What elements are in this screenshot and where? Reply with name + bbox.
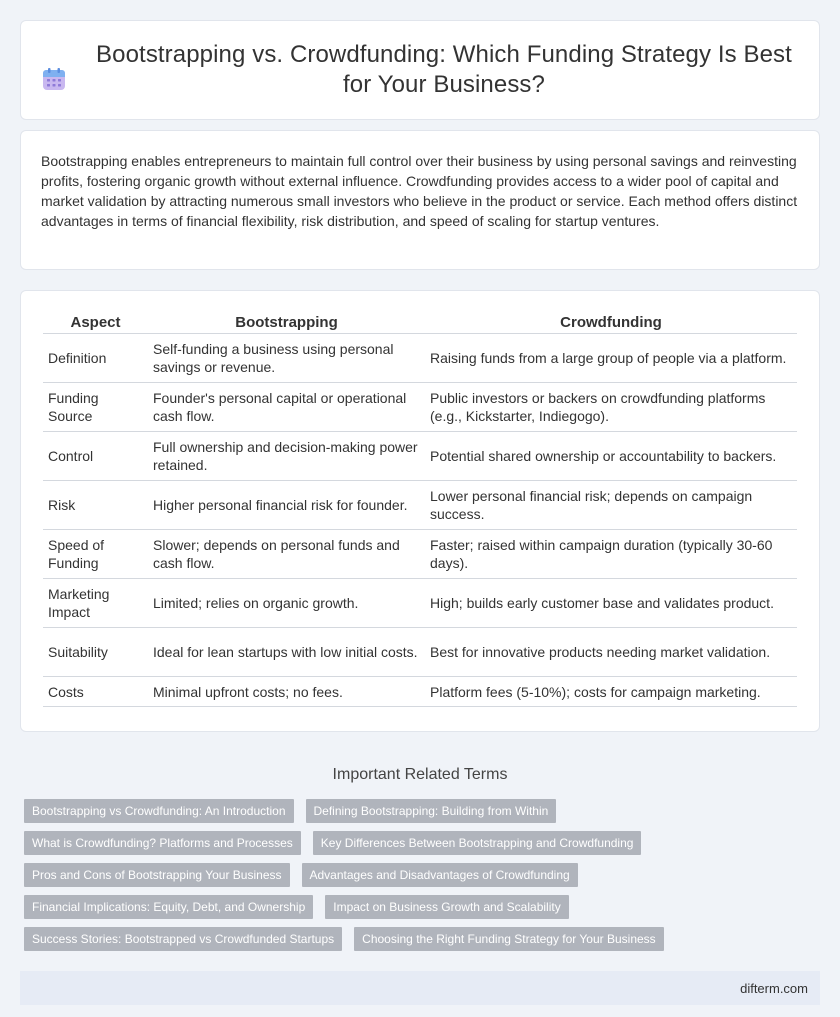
- cell-crowdfunding: Best for innovative products needing market validation.: [425, 628, 797, 677]
- cell-bootstrapping: Ideal for lean startups with low initial costs.: [148, 628, 425, 677]
- calendar-icon: [41, 66, 67, 92]
- cell-aspect: Suitability: [43, 628, 148, 677]
- header-aspect: Aspect: [43, 308, 148, 334]
- table-row: [43, 481, 797, 530]
- cell-aspect: Control: [43, 432, 148, 481]
- cell-bootstrapping: Founder's personal capital or operational cash flow.: [148, 383, 425, 432]
- header-bootstrapping: Bootstrapping: [148, 308, 425, 334]
- related-term-link[interactable]: Financial Implications: Equity, Debt, and Ownership: [24, 895, 313, 919]
- cell-aspect: Speed of Funding: [43, 530, 148, 579]
- cell-crowdfunding: Public investors or backers on crowdfunding platforms (e.g., Kickstarter, Indiegogo).: [425, 383, 797, 432]
- comparison-table-card: [20, 290, 820, 732]
- header-crowdfunding: Crowdfunding: [425, 308, 797, 334]
- cell-bootstrapping: Limited; relies on organic growth.: [148, 579, 425, 628]
- related-term-link[interactable]: Advantages and Disadvantages of Crowdfunding: [302, 863, 578, 887]
- related-term-link[interactable]: Key Differences Between Bootstrapping and Crowdfunding: [313, 831, 642, 855]
- cell-bootstrapping: Higher personal financial risk for founder.: [148, 481, 425, 530]
- cell-crowdfunding: Faster; raised within campaign duration (typically 30-60 days).: [425, 530, 797, 579]
- cell-aspect: Funding Source: [43, 383, 148, 432]
- related-terms-list: [20, 799, 820, 959]
- intro-card: [20, 130, 820, 270]
- table-row: [43, 677, 797, 707]
- related-term-link[interactable]: Bootstrapping vs Crowdfunding: An Introduction: [24, 799, 294, 823]
- cell-aspect: Risk: [43, 481, 148, 530]
- cell-bootstrapping: Self-funding a business using personal savings or revenue.: [148, 334, 425, 383]
- table-row: [43, 334, 797, 383]
- intro-text: Bootstrapping enables entrepreneurs to maintain full control over their business by using personal savings and reinvesting profits, fostering organic growth without external influence. Crowdfunding provides access to a wider pool of capital and market validation by attracting numerous small investors who believe in the product or service. Each method offers distinct advantages in terms of financial flexibility, risk distribution, and speed of scaling for startup ventures.: [41, 153, 798, 229]
- cell-bootstrapping: Slower; depends on personal funds and cash flow.: [148, 530, 425, 579]
- cell-crowdfunding: High; builds early customer base and validates product.: [425, 579, 797, 628]
- related-terms-title: Important Related Terms: [332, 766, 508, 783]
- table-row: [43, 530, 797, 579]
- footer: [20, 971, 820, 1005]
- cell-aspect: Costs: [43, 677, 148, 707]
- table-row: [43, 383, 797, 432]
- cell-crowdfunding: Platform fees (5-10%); costs for campaign marketing.: [425, 677, 797, 707]
- related-term-link[interactable]: Pros and Cons of Bootstrapping Your Business: [24, 863, 290, 887]
- table-row: [43, 432, 797, 481]
- comparison-table: [43, 308, 797, 707]
- table-row: [43, 579, 797, 628]
- related-term-link[interactable]: Choosing the Right Funding Strategy for Your Business: [354, 927, 664, 951]
- cell-aspect: Marketing Impact: [43, 579, 148, 628]
- cell-crowdfunding: Lower personal financial risk; depends on campaign success.: [425, 481, 797, 530]
- related-term-link[interactable]: What is Crowdfunding? Platforms and Processes: [24, 831, 301, 855]
- cell-bootstrapping: Full ownership and decision-making power retained.: [148, 432, 425, 481]
- cell-bootstrapping: Minimal upfront costs; no fees.: [148, 677, 425, 707]
- table-row: [43, 628, 797, 677]
- page-title: Bootstrapping vs. Crowdfunding: Which Funding Strategy Is Best for Your Business?: [96, 41, 792, 98]
- cell-crowdfunding: Potential shared ownership or accountability to backers.: [425, 432, 797, 481]
- footer-site-link[interactable]: difterm.com: [740, 980, 808, 996]
- related-term-link[interactable]: Success Stories: Bootstrapped vs Crowdfunded Startups: [24, 927, 342, 951]
- header-card: [20, 20, 820, 120]
- cell-crowdfunding: Raising funds from a large group of people via a platform.: [425, 334, 797, 383]
- related-term-link[interactable]: Impact on Business Growth and Scalability: [325, 895, 568, 919]
- related-term-link[interactable]: Defining Bootstrapping: Building from Within: [306, 799, 557, 823]
- cell-aspect: Definition: [43, 334, 148, 383]
- table-header-row: [43, 308, 797, 334]
